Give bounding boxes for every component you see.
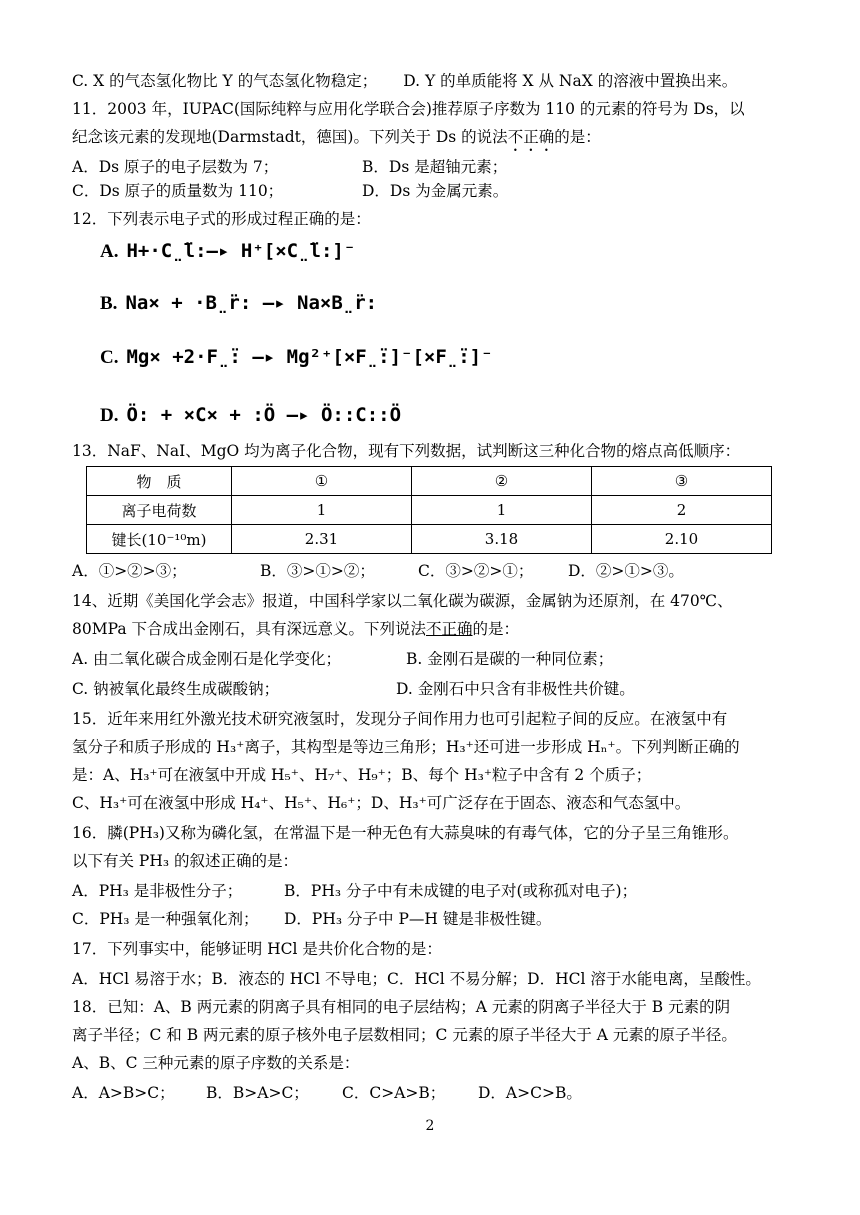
q12-option-a-formula [100, 240, 355, 263]
q14-stem-line1: 14、近期《美国化学会志》报道，中国科学家以二氧化碳为碳源，金属钠为还原剂，在 470℃、 [72, 592, 733, 610]
q13-option-d: D．②>①>③。 [568, 562, 684, 580]
q15-line3: 是：A、H₃⁺可在液氢中开成 H₅⁺、H₇⁺、H₉⁺；B、每个 H₃⁺粒子中含有 2 个质子； [72, 766, 652, 784]
q12-option-c-formula [100, 346, 493, 369]
table-row [87, 496, 772, 525]
q16-line1: 16．膦(PH₃)又称为磷化氢，在常温下是一种无色有大蒜臭味的有毒气体，它的分子呈三角锥形。 [72, 824, 739, 842]
q16-option-d: D．PH₃ 分子中 P—H 键是非极性键。 [284, 910, 552, 928]
q17-stem: 17．下列事实中，能够证明 HCl 是共价化合物的是： [72, 940, 442, 958]
q16-options-ab [72, 880, 637, 902]
q11-option-a: A．Ds 原子的电子层数为 7； [72, 158, 279, 176]
q14-stem-line2 [72, 618, 519, 640]
q11-option-b: B．Ds 是超铀元素； [362, 158, 508, 176]
q18-line1: 18．已知：A、B 两元素的阴离子具有相同的电子层结构；A 元素的阴离子半径大于 B 元素的阴 [72, 998, 731, 1016]
q10-option-c: C. X 的气态氢化物比 Y 的气态氢化物稳定； [72, 72, 378, 90]
q16-line2: 以下有关 PH₃ 的叙述正确的是： [72, 852, 299, 870]
q18-option-b: B．B>A>C； [206, 1084, 309, 1102]
q18-option-c: C．C>A>B； [342, 1084, 446, 1102]
q12-stem: 12．下列表示电子式的形成过程正确的是： [72, 210, 371, 228]
q11-option-d: D．Ds 为金属元素。 [362, 182, 509, 200]
q14-option-b: B. 金刚石是碳的一种同位素； [406, 650, 614, 668]
table-cell: 2.31 [232, 525, 412, 554]
q11-stem-line1: 11．2003 年，IUPAC(国际纯粹与应用化学联合会)推荐原子序数为 110 的元素的符号为 Ds，以 [72, 100, 745, 118]
q18-options [72, 1082, 582, 1104]
table-header-cell: ① [232, 467, 412, 496]
q14-stem-text: 80MPa 下合成出金刚石，具有深远意义。下列说法 [72, 620, 426, 638]
table-cell: 3.18 [412, 525, 592, 554]
table-header-cell: ② [412, 467, 592, 496]
q18-line2: 离子半径；C 和 B 两元素的原子核外电子层数相同；C 元素的原子半径大于 A 元素的原子半径。 [72, 1026, 737, 1044]
q11-options-ab [72, 156, 507, 178]
q14-underline: 不正确 [426, 620, 473, 638]
q16-option-a: A．PH₃ 是非极性分子； [72, 882, 243, 900]
q13-option-a: A．①>②>③； [72, 562, 187, 580]
q18-option-d: D．A>C>B。 [478, 1084, 582, 1102]
q11-option-c: C．Ds 原子的质量数为 110； [72, 182, 284, 200]
q14-options-cd [72, 678, 635, 700]
q12-option-b-formula [100, 292, 377, 315]
table-cell: 2 [592, 496, 772, 525]
q18-option-a: A．A>B>C； [72, 1084, 175, 1102]
q12-label-a: A. [100, 241, 119, 262]
table-row [87, 525, 772, 554]
q15-line4: C、H₃⁺可在液氢中形成 H₄⁺、H₅⁺、H₆⁺；D、H₃⁺可广泛存在于固态、液态和气态氢中。 [72, 794, 691, 812]
q11-stem-end: 的是： [554, 128, 601, 146]
q14-options-ab [72, 648, 613, 670]
q18-line3: A、B、C 三种元素的原子序数的关系是： [72, 1054, 360, 1072]
table-cell: 1 [412, 496, 592, 525]
q17-options: A．HCl 易溶于水；B．液态的 HCl 不导电；C．HCl 不易分解；D．HCl 溶于水能电离，呈酸性。 [72, 970, 761, 988]
q13-options [72, 560, 684, 582]
q12-formula-c: Mg× +2·F̤̈: —▸ Mg²⁺[×F̤̈:]⁻[×F̤̈:]⁻ [126, 346, 493, 368]
q11-options-cd [72, 180, 508, 202]
q12-label-b: B. [100, 293, 118, 314]
table-cell: 1 [232, 496, 412, 525]
q11-stem-text: 纪念该元素的发现地(Darmstadt，德国)。下列关于 Ds 的说法 [72, 128, 508, 146]
q16-option-c: C．PH₃ 是一种强氧化剂； [72, 910, 259, 928]
q12-option-d-formula [100, 404, 401, 427]
table-cell: 键长(10⁻¹⁰m) [87, 525, 232, 554]
q16-option-b: B．PH₃ 分子中有未成键的电子对(或称孤对电子)； [284, 882, 638, 900]
q16-options-cd [72, 908, 551, 930]
table-header-cell: 物 质 [87, 467, 232, 496]
q14-option-c: C. 钠被氧化最终生成碳酸钠； [72, 680, 280, 698]
table-row [87, 467, 772, 496]
q14-stem-end: 的是： [472, 620, 520, 638]
q15-line2: 氢分子和质子形成的 H₃⁺离子，其构型是等边三角形；H₃⁺还可进一步形成 Hₙ⁺。下列判断正确的 [72, 738, 740, 756]
q10-options-cd [72, 70, 737, 92]
q13-data-table [86, 466, 772, 554]
q11-stem-line2 [72, 126, 601, 148]
q10-option-d: D. Y 的单质能将 X 从 NaX 的溶液中置换出来。 [403, 72, 738, 90]
q12-formula-d: Ö: + ×C× + :Ö —▸ Ö::C::Ö [126, 404, 402, 426]
page-number: 2 [425, 1118, 435, 1134]
q12-label-c: C. [100, 347, 119, 368]
table-header-cell: ③ [592, 467, 772, 496]
q13-option-b: B．③>①>②； [260, 562, 375, 580]
q14-option-d: D. 金刚石中只含有非极性共价键。 [396, 680, 635, 698]
table-cell: 离子电荷数 [87, 496, 232, 525]
q11-emphasis: 不正确 [507, 128, 555, 146]
q12-formula-a: H+·C̤̈l:—▸ H⁺[×C̤̈l:]⁻ [126, 240, 356, 262]
q12-label-d: D. [100, 405, 119, 426]
q15-line1: 15．近年来用红外激光技术研究液氢时，发现分子间作用力也可引起粒子间的反应。在液氢中有 [72, 710, 728, 728]
q13-option-c: C．③>②>①； [418, 562, 534, 580]
q14-option-a: A. 由二氧化碳合成金刚石是化学变化； [72, 650, 342, 668]
q13-stem: 13．NaF、NaI、MgO 均为离子化合物，现有下列数据，试判断这三种化合物的熔点高低顺序： [72, 442, 741, 460]
table-cell: 2.10 [592, 525, 772, 554]
q12-formula-b: Na× + ·B̤̈r: —▸ Na×B̤̈r: [125, 292, 378, 314]
